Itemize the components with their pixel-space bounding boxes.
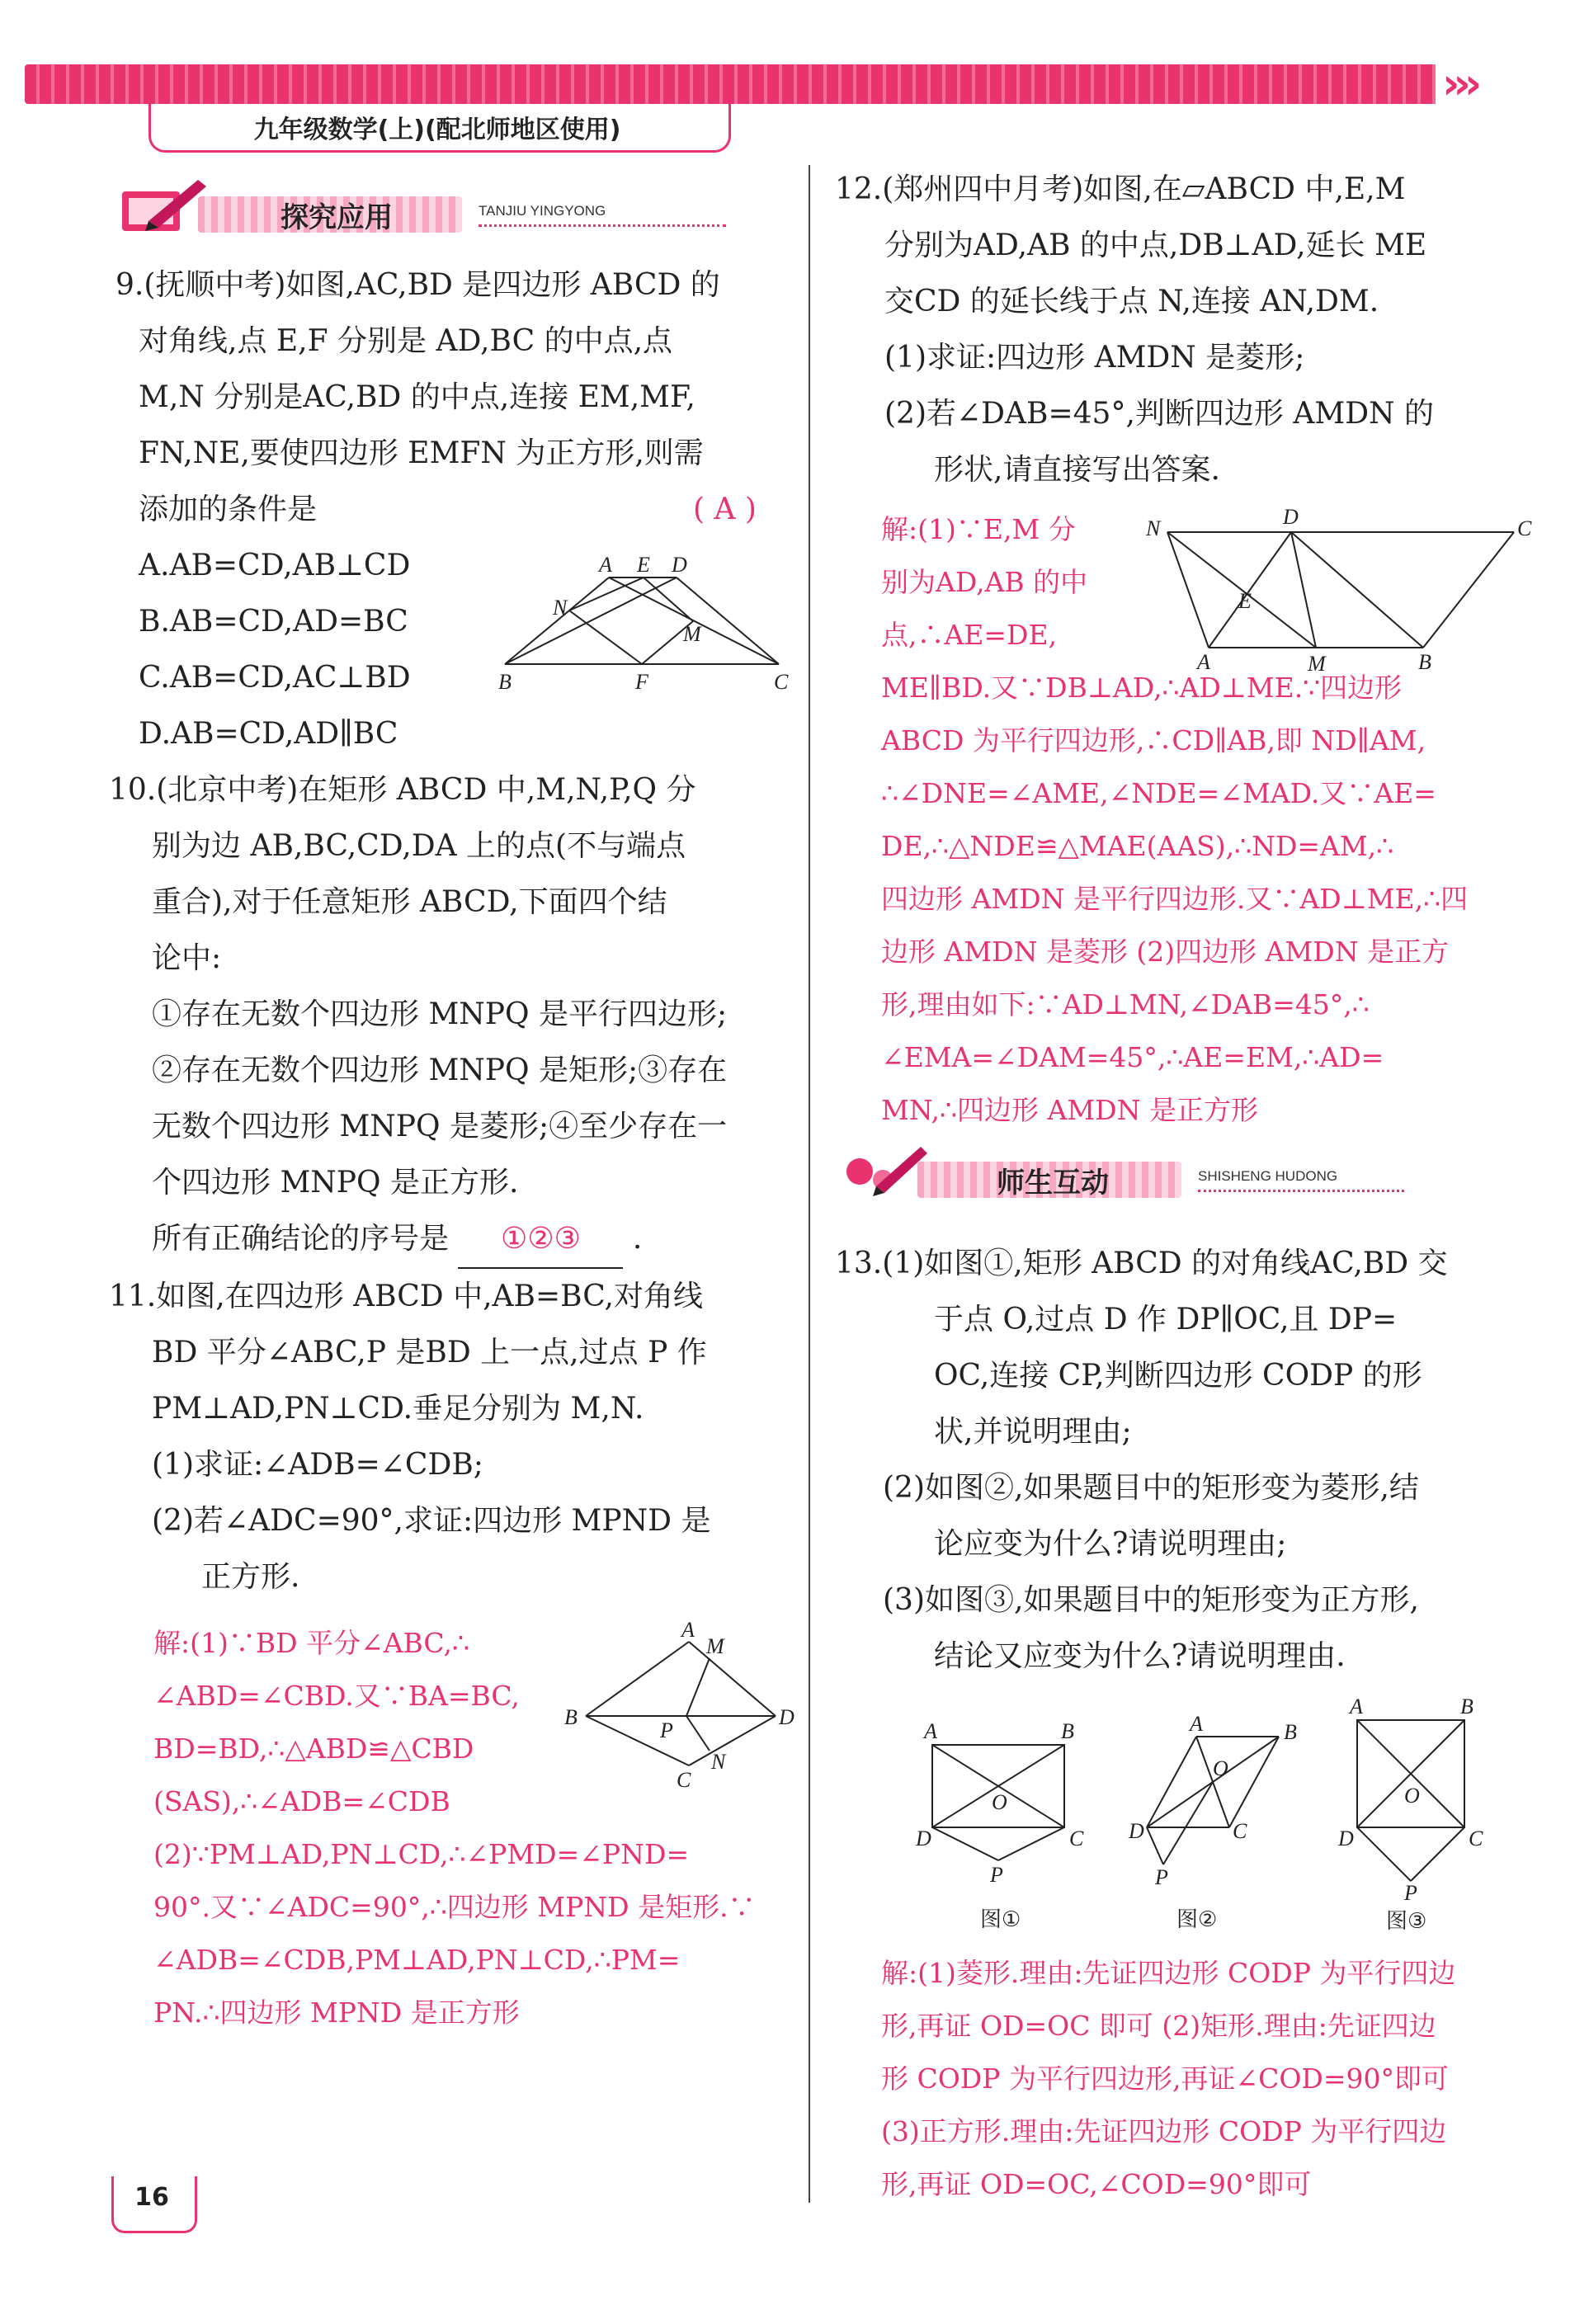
q10-line: ②存在无数个四边形 MNPQ 是矩形;③存在 <box>152 1054 728 1087</box>
q11-figure <box>561 1618 800 1794</box>
q11-label-P: P <box>660 1718 673 1742</box>
q10-line: 论中: <box>152 941 222 975</box>
q13f3-label-A: A <box>1350 1695 1363 1718</box>
q10-answer: ①②③ <box>458 1211 623 1269</box>
q11-line: 11.如图,在四边形 ABCD 中,AB=BC,对角线 <box>109 1280 704 1313</box>
q11-solution-line: (SAS),∴∠ADB=∠CDB <box>153 1785 450 1817</box>
q10-line: ①存在无数个四边形 MNPQ 是平行四边形; <box>152 997 728 1031</box>
q10-line <box>109 1211 794 1269</box>
q11-label-B: B <box>564 1705 578 1729</box>
q12-solution-line: 点,∴AE=DE, <box>881 619 1058 651</box>
q9-label-A: A <box>599 553 612 577</box>
q10-line: 10.(北京中考)在矩形 ABCD 中,M,N,P,Q 分 <box>109 773 696 807</box>
q13f1-label-A: A <box>924 1719 937 1743</box>
q9-label-B: B <box>498 670 512 694</box>
section-dots <box>479 221 726 227</box>
q12-solution-line: 边形 AMDN 是菱形 (2)四边形 AMDN 是正方 <box>881 936 1450 968</box>
q13f2-label-B: B <box>1284 1720 1297 1744</box>
q11-label-A: A <box>681 1618 695 1642</box>
q11-label-C: C <box>677 1768 691 1792</box>
q13-solution-line: 形 CODP 为平行四边形,再证∠COD=90°即可 <box>881 2062 1449 2095</box>
question-10 <box>109 762 794 1269</box>
q13f2-label-C: C <box>1233 1819 1247 1843</box>
q11-solution-line: 解:(1)∵BD 平分∠ABC,∴ <box>153 1627 469 1659</box>
q9-label-C: C <box>774 670 789 694</box>
q9-figure <box>495 549 792 700</box>
page-number: 16 <box>134 2183 169 2212</box>
section-explore <box>116 173 776 239</box>
q11-label-D: D <box>779 1705 794 1729</box>
q12-line: 分别为AD,AB 的中点,DB⊥AD,延长 ME <box>884 229 1427 262</box>
q13-figure-1 <box>908 1720 1089 1938</box>
q9-line: FN,NE,要使四边形 EMFN 为正方形,则需 <box>139 436 704 470</box>
q12-solution-line: ∴∠DNE=∠AME,∠NDE=∠MAD.又∵AE= <box>881 777 1436 809</box>
q13-line: 于点 O,过点 D 作 DP∥OC,且 DP= <box>934 1303 1398 1336</box>
q13-line: (2)如图②,如果题目中的矩形变为菱形,结 <box>883 1471 1419 1505</box>
q13-line: (3)如图③,如果题目中的矩形变为正方形, <box>883 1583 1419 1617</box>
q13f2-label-D: D <box>1129 1819 1144 1843</box>
q12-line: 12.(郑州四中月考)如图,在▱ABCD 中,E,M <box>835 172 1406 206</box>
q12-solution-line: 四边形 AMDN 是平行四边形.又∵AD⊥ME,∴四 <box>881 883 1469 915</box>
header-band <box>25 64 1526 104</box>
q9-label-E: E <box>637 553 650 577</box>
q11-solution-line: BD=BD,∴△ABD≌△CBD <box>153 1732 474 1765</box>
q9-label-N: N <box>553 596 568 620</box>
q12-solution-line: 形,理由如下:∵AD⊥MN,∠DAB=45°,∴ <box>881 988 1370 1021</box>
q10-line: 个四边形 MNPQ 是正方形. <box>152 1166 519 1200</box>
q11-line: (2)若∠ADC=90°,求证:四边形 MPND 是 <box>152 1504 711 1538</box>
section-pinyin: TANJIU YINGYONG <box>479 203 606 219</box>
q13f1-label-O: O <box>992 1790 1007 1814</box>
q12-solution-line: 别为AD,AB 的中 <box>881 566 1088 598</box>
q12-solution-line: MN,∴四边形 AMDN 是正方形 <box>881 1094 1258 1126</box>
q9-answer: ( A ) <box>693 493 757 526</box>
question-13 <box>835 1236 1561 1685</box>
q12-line: 交CD 的延长线于点 N,连接 AN,DM. <box>884 285 1379 318</box>
q13f3-label-B: B <box>1460 1695 1473 1718</box>
q11-solution-line: ∠ABD=∠CBD.又∵BA=BC, <box>153 1680 520 1712</box>
q12-label-M: M <box>1308 652 1326 676</box>
q11-line: 正方形. <box>201 1560 300 1594</box>
q13-line: OC,连接 CP,判断四边形 CODP 的形 <box>934 1359 1422 1393</box>
q10-line: 无数个四边形 MNPQ 是菱形;④至少存在一 <box>152 1110 728 1143</box>
q13-caption-3: 图③ <box>1386 1909 1427 1934</box>
q13f3-label-D: D <box>1338 1827 1354 1850</box>
q11-solution-line: ∠ADB=∠CDB,PM⊥AD,PN⊥CD,∴PM= <box>153 1944 681 1976</box>
q9-option: D.AB=CD,AD∥BC <box>139 717 398 751</box>
q13-solution <box>881 1947 1574 2211</box>
q9-option: C.AB=CD,AC⊥BD <box>139 661 411 695</box>
q12-solution-line: ME∥BD.又∵DB⊥AD,∴AD⊥ME.∵四边形 <box>881 672 1403 704</box>
q12-label-E: E <box>1238 589 1252 613</box>
q9-option: B.AB=CD,AD=BC <box>139 605 408 639</box>
section-title: 师生互动 <box>997 1167 1109 1200</box>
q13f2-label-A: A <box>1190 1712 1203 1736</box>
q9-option: A.AB=CD,AB⊥CD <box>139 549 411 582</box>
q10-suffix: . <box>632 1222 643 1256</box>
q13-line: 13.(1)如图①,矩形 ABCD 的对角线AC,BD 交 <box>835 1247 1448 1280</box>
q9-line: M,N 分别是AC,BD 的中点,连接 EM,MF, <box>139 380 695 414</box>
q9-line-text: 添加的条件是 <box>139 493 318 526</box>
q13-solution-line: 解:(1)菱形.理由:先证四边形 CODP 为平行四边 <box>881 1957 1456 1989</box>
q13-caption-2: 图② <box>1176 1907 1218 1932</box>
q13-line: 结论又应变为什么?请说明理由. <box>934 1639 1346 1673</box>
q11-solution-line: 90°.又∵∠ADC=90°,∴四边形 MPND 是矩形.∵ <box>153 1891 756 1923</box>
q12-label-D: D <box>1283 505 1299 529</box>
q12-solution-line: ∠EMA=∠DAM=45°,∴AE=EM,∴AD= <box>881 1041 1384 1073</box>
q13f1-label-P: P <box>990 1863 1003 1887</box>
q11-line: BD 平分∠ABC,P 是BD 上一点,过点 P 作 <box>152 1336 707 1369</box>
q12-solution-line: 解:(1)∵E,M 分 <box>881 513 1076 545</box>
q13f2-label-P: P <box>1155 1865 1168 1889</box>
section-interact <box>835 1138 1561 1204</box>
q13f2-label-O: O <box>1213 1756 1228 1780</box>
q9-line: 对角线,点 E,F 分别是 AD,BC 的中点,点 <box>139 324 673 358</box>
q13-solution-line: 形,再证 OD=OC 即可 (2)矩形.理由:先证四边 <box>881 2010 1436 2042</box>
q12-figure <box>1143 507 1530 676</box>
header-arrows-icon: ››› <box>1436 59 1558 109</box>
q13-figure-3 <box>1328 1695 1493 1938</box>
q12-label-C: C <box>1517 516 1532 540</box>
section-dots <box>1198 1186 1404 1192</box>
question-11 <box>109 1269 794 1605</box>
q9-line: 9.(抚顺中考)如图,AC,BD 是四边形 ABCD 的 <box>116 268 720 302</box>
section-pinyin: SHISHENG HUDONG <box>1198 1168 1338 1184</box>
q12-line: (2)若∠DAB=45°,判断四边形 AMDN 的 <box>884 397 1435 431</box>
q10-line: 别为边 AB,BC,CD,DA 上的点(不与端点 <box>152 829 686 863</box>
q13-figure-2 <box>1122 1712 1304 1938</box>
q12-line: (1)求证:四边形 AMDN 是菱形; <box>884 341 1305 375</box>
q9-label-F: F <box>635 670 648 694</box>
q13f1-label-C: C <box>1069 1827 1084 1850</box>
page-title: 九年级数学(上)(配北师地区使用) <box>253 115 621 144</box>
q11-label-N: N <box>711 1750 726 1774</box>
q9-label-D: D <box>672 553 687 577</box>
q13-line: 论应变为什么?请说明理由; <box>934 1527 1287 1561</box>
q11-solution-line: (2)∵PM⊥AD,PN⊥CD,∴∠PMD=∠PND= <box>153 1838 690 1870</box>
q9-line <box>116 482 792 538</box>
q12-label-A: A <box>1197 650 1210 674</box>
q11-line: PM⊥AD,PN⊥CD.垂足分别为 M,N. <box>152 1392 644 1426</box>
q13-solution-line: 形,再证 OD=OC,∠COD=90°即可 <box>881 2168 1312 2200</box>
q13f3-label-C: C <box>1469 1827 1483 1850</box>
q13f1-label-D: D <box>916 1827 931 1850</box>
q10-prefix: 所有正确结论的序号是 <box>152 1222 450 1256</box>
q13f3-label-O: O <box>1404 1784 1420 1808</box>
column-divider <box>809 165 810 2203</box>
q11-solution-line: PN.∴四边形 MPND 是正方形 <box>153 1996 520 2029</box>
q11-line: (1)求证:∠ADB=∠CDB; <box>152 1448 483 1482</box>
q12-label-N: N <box>1146 516 1161 540</box>
q12-line: 形状,请直接写出答案. <box>934 453 1220 487</box>
q13f3-label-P: P <box>1404 1881 1417 1905</box>
q12-label-B: B <box>1418 650 1431 674</box>
q9-label-M: M <box>683 622 701 646</box>
q13-caption-1: 图① <box>980 1907 1021 1932</box>
q12-solution-line: DE,∴△NDE≌△MAE(AAS),∴ND=AM,∴ <box>881 830 1394 862</box>
q13f1-label-B: B <box>1061 1719 1074 1743</box>
q13-solution-line: (3)正方形.理由:先证四边形 CODP 为平行四边 <box>881 2115 1447 2147</box>
section-title: 探究应用 <box>281 201 393 234</box>
q13-line: 状,并说明理由; <box>934 1415 1132 1449</box>
q11-label-M: M <box>706 1634 724 1658</box>
question-12 <box>835 162 1561 498</box>
q10-line: 重合),对于任意矩形 ABCD,下面四个结 <box>152 885 667 919</box>
q12-solution-line: ABCD 为平行四边形,∴CD∥AB,即 ND∥AM, <box>881 724 1426 757</box>
